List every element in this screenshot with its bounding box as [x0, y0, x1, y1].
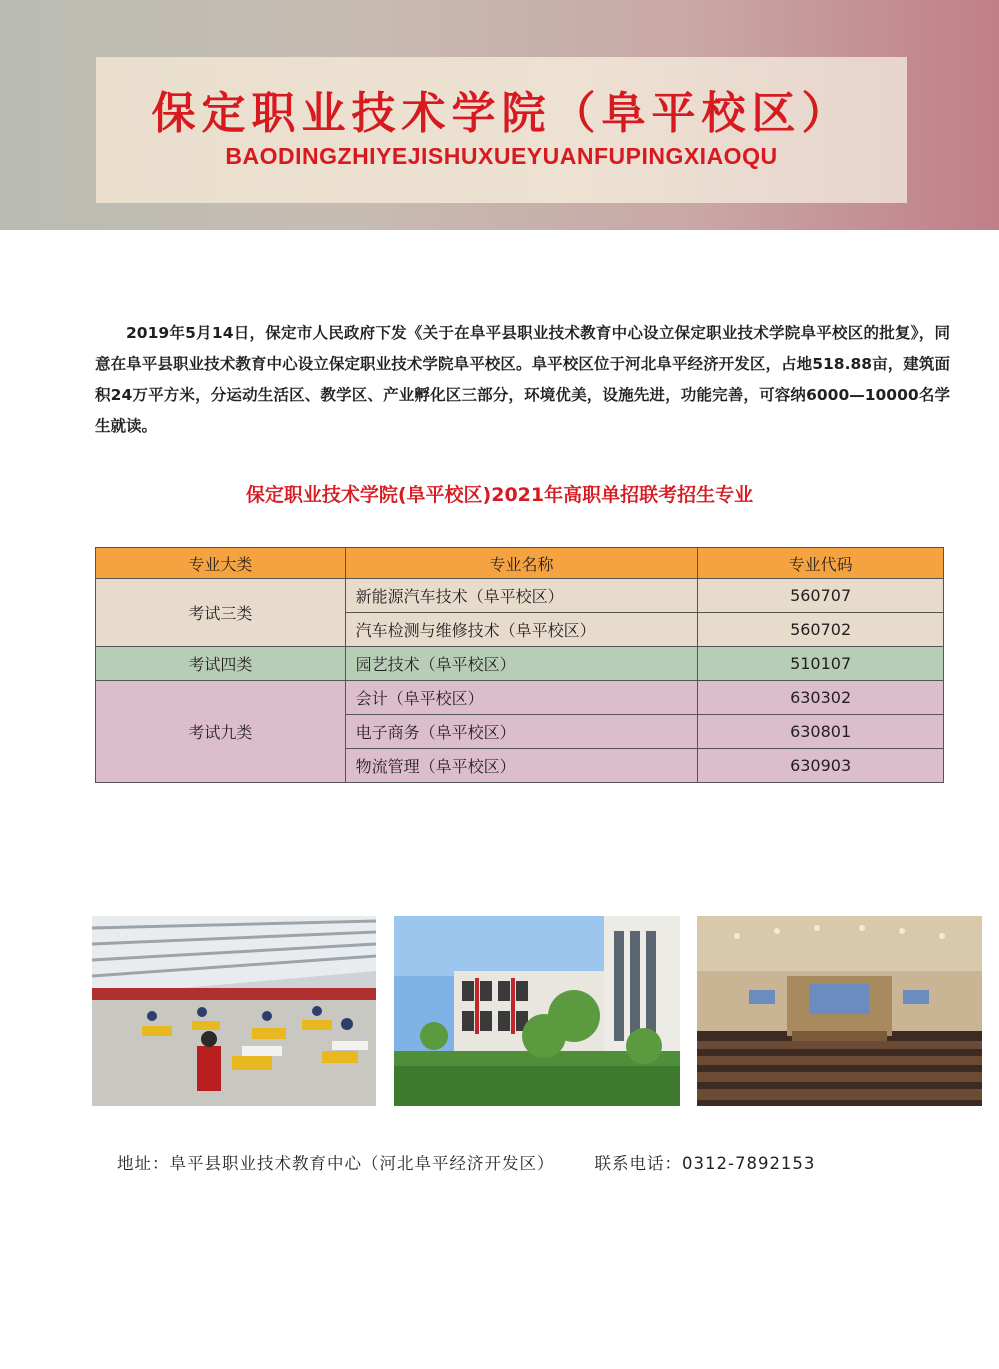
- phone-text: 联系电话：0312-7892153: [594, 1154, 816, 1173]
- cafeteria-photo: [92, 916, 376, 1106]
- header-banner: [0, 0, 999, 230]
- major-name-cell: 电子商务（阜平校区）: [345, 715, 698, 749]
- major-code-cell: 630801: [698, 715, 944, 749]
- major-code-cell: 510107: [698, 647, 944, 681]
- major-code-cell: 630903: [698, 749, 944, 783]
- intro-text: [95, 318, 950, 442]
- page-title: 保定职业技术学院（阜平校区）: [151, 88, 852, 139]
- table-row: [96, 647, 944, 681]
- header-major-code: 专业代码: [698, 548, 944, 579]
- major-name-cell: 会计（阜平校区）: [345, 681, 698, 715]
- auditorium-photo: [697, 916, 982, 1106]
- majors-table: [95, 547, 944, 783]
- major-name-cell: 物流管理（阜平校区）: [345, 749, 698, 783]
- category-cell: 考试三类: [96, 579, 346, 647]
- page-title-pinyin: BAODINGZHIYEJISHUXUEYUANFUPINGXIAOQU: [225, 143, 778, 169]
- major-code-cell: 560702: [698, 613, 944, 647]
- contact-footer: [117, 1150, 947, 1174]
- major-name-cell: 汽车检测与维修技术（阜平校区）: [345, 613, 698, 647]
- major-code-cell: 560707: [698, 579, 944, 613]
- table-row: [96, 579, 944, 613]
- major-code-cell: 630302: [698, 681, 944, 715]
- category-cell: 考试九类: [96, 681, 346, 783]
- header-major-name: 专业名称: [345, 548, 698, 579]
- intro-paragraph: 2019年5月14日，保定市人民政府下发《关于在阜平县职业技术教育中心设立保定职业技术学院阜平校区的批复》，同意在阜平县职业技术教育中心设立保定职业技术学院阜平校区。阜平校区位于河北阜平经济开发区，占地518.88亩，建筑面积24万平方米，分运动生活区、教学区、产业孵化区三部分，环境优美，设施先进，功能完善，可容纳6000—10000名学生就读。: [95, 324, 950, 435]
- table-header-row: [96, 548, 944, 579]
- campus-building-photo: [394, 916, 680, 1106]
- category-cell: 考试四类: [96, 647, 346, 681]
- table-row: [96, 681, 944, 715]
- major-name-cell: 园艺技术（阜平校区）: [345, 647, 698, 681]
- table-title: 保定职业技术学院(阜平校区)2021年高职单招联考招生专业: [245, 484, 754, 506]
- major-name-cell: 新能源汽车技术（阜平校区）: [345, 579, 698, 613]
- header-category: 专业大类: [96, 548, 346, 579]
- address-text: 地址：阜平县职业技术教育中心（河北阜平经济开发区）: [117, 1154, 555, 1173]
- title-box: [96, 57, 907, 203]
